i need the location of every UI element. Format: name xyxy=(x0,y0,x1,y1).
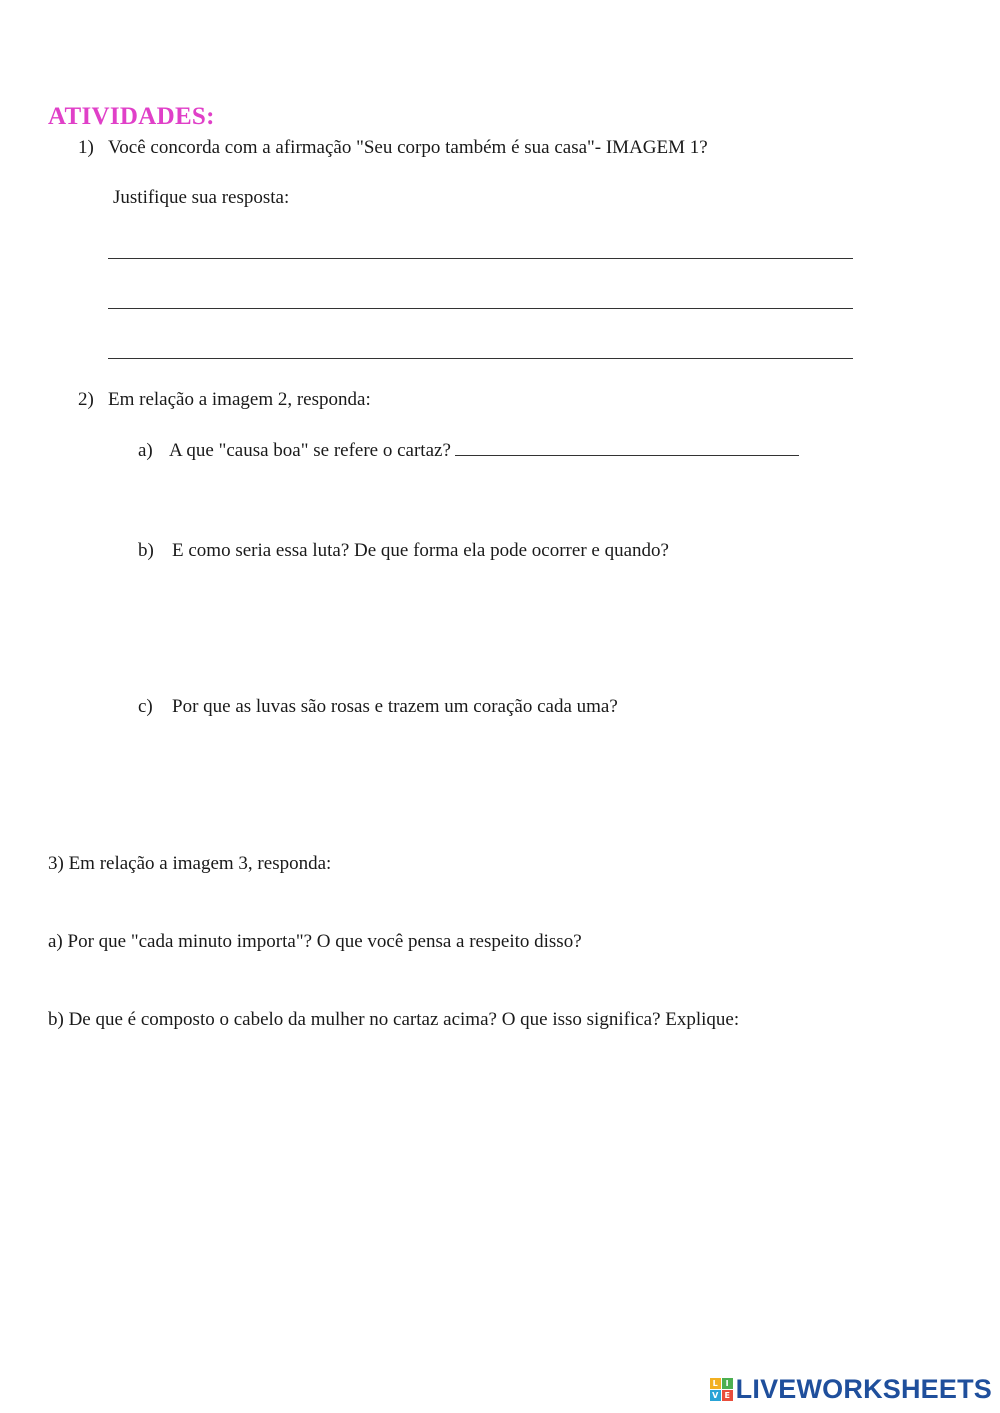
question-2b-text: E como seria essa luta? De que forma ela pode ocorrer e quando? xyxy=(172,540,669,561)
question-2b-letter: b) xyxy=(138,540,154,561)
question-2-number: 2) xyxy=(78,389,94,410)
question-1-text: Você concorda com a afirmação "Seu corpo também é sua casa"- IMAGEM 1? xyxy=(108,137,708,158)
question-3b: b) De que é composto o cabelo da mulher no cartaz acima? O que isso significa? Explique: xyxy=(48,1009,740,1030)
question-1 xyxy=(78,137,708,159)
answer-line-2[interactable] xyxy=(108,308,853,309)
mark-letter-l: L xyxy=(710,1378,721,1389)
question-2c-text: Por que as luvas são rosas e trazem um coração cada uma? xyxy=(172,696,618,717)
question-2-text: Em relação a imagem 2, responda: xyxy=(108,389,371,410)
liveworksheets-wordmark: LIVEWORKSHEETS xyxy=(735,1374,992,1404)
answer-blank-2a[interactable] xyxy=(455,439,799,456)
question-3a: a) Por que "cada minuto importa"? O que você pensa a respeito disso? xyxy=(48,931,582,952)
question-2b xyxy=(138,540,669,562)
question-2c-letter: c) xyxy=(138,696,153,717)
question-2a-text: A que "causa boa" se refere o cartaz? xyxy=(169,440,451,461)
liveworksheets-mark-icon xyxy=(710,1378,733,1401)
justify-prompt: Justifique sua resposta: xyxy=(113,187,290,208)
liveworksheets-logo[interactable] xyxy=(710,1374,992,1405)
answer-line-3[interactable] xyxy=(108,358,853,359)
question-2c xyxy=(138,696,618,718)
page-title: ATIVIDADES: xyxy=(48,103,215,130)
question-2a-letter: a) xyxy=(138,440,153,461)
answer-line-1[interactable] xyxy=(108,258,853,259)
question-2 xyxy=(78,389,371,411)
question-1-number: 1) xyxy=(78,137,94,158)
question-3: 3) Em relação a imagem 3, responda: xyxy=(48,853,332,874)
question-2a xyxy=(138,439,799,462)
mark-letter-i: I xyxy=(722,1378,733,1389)
mark-letter-e: E xyxy=(722,1390,733,1401)
mark-letter-v: V xyxy=(710,1390,721,1401)
